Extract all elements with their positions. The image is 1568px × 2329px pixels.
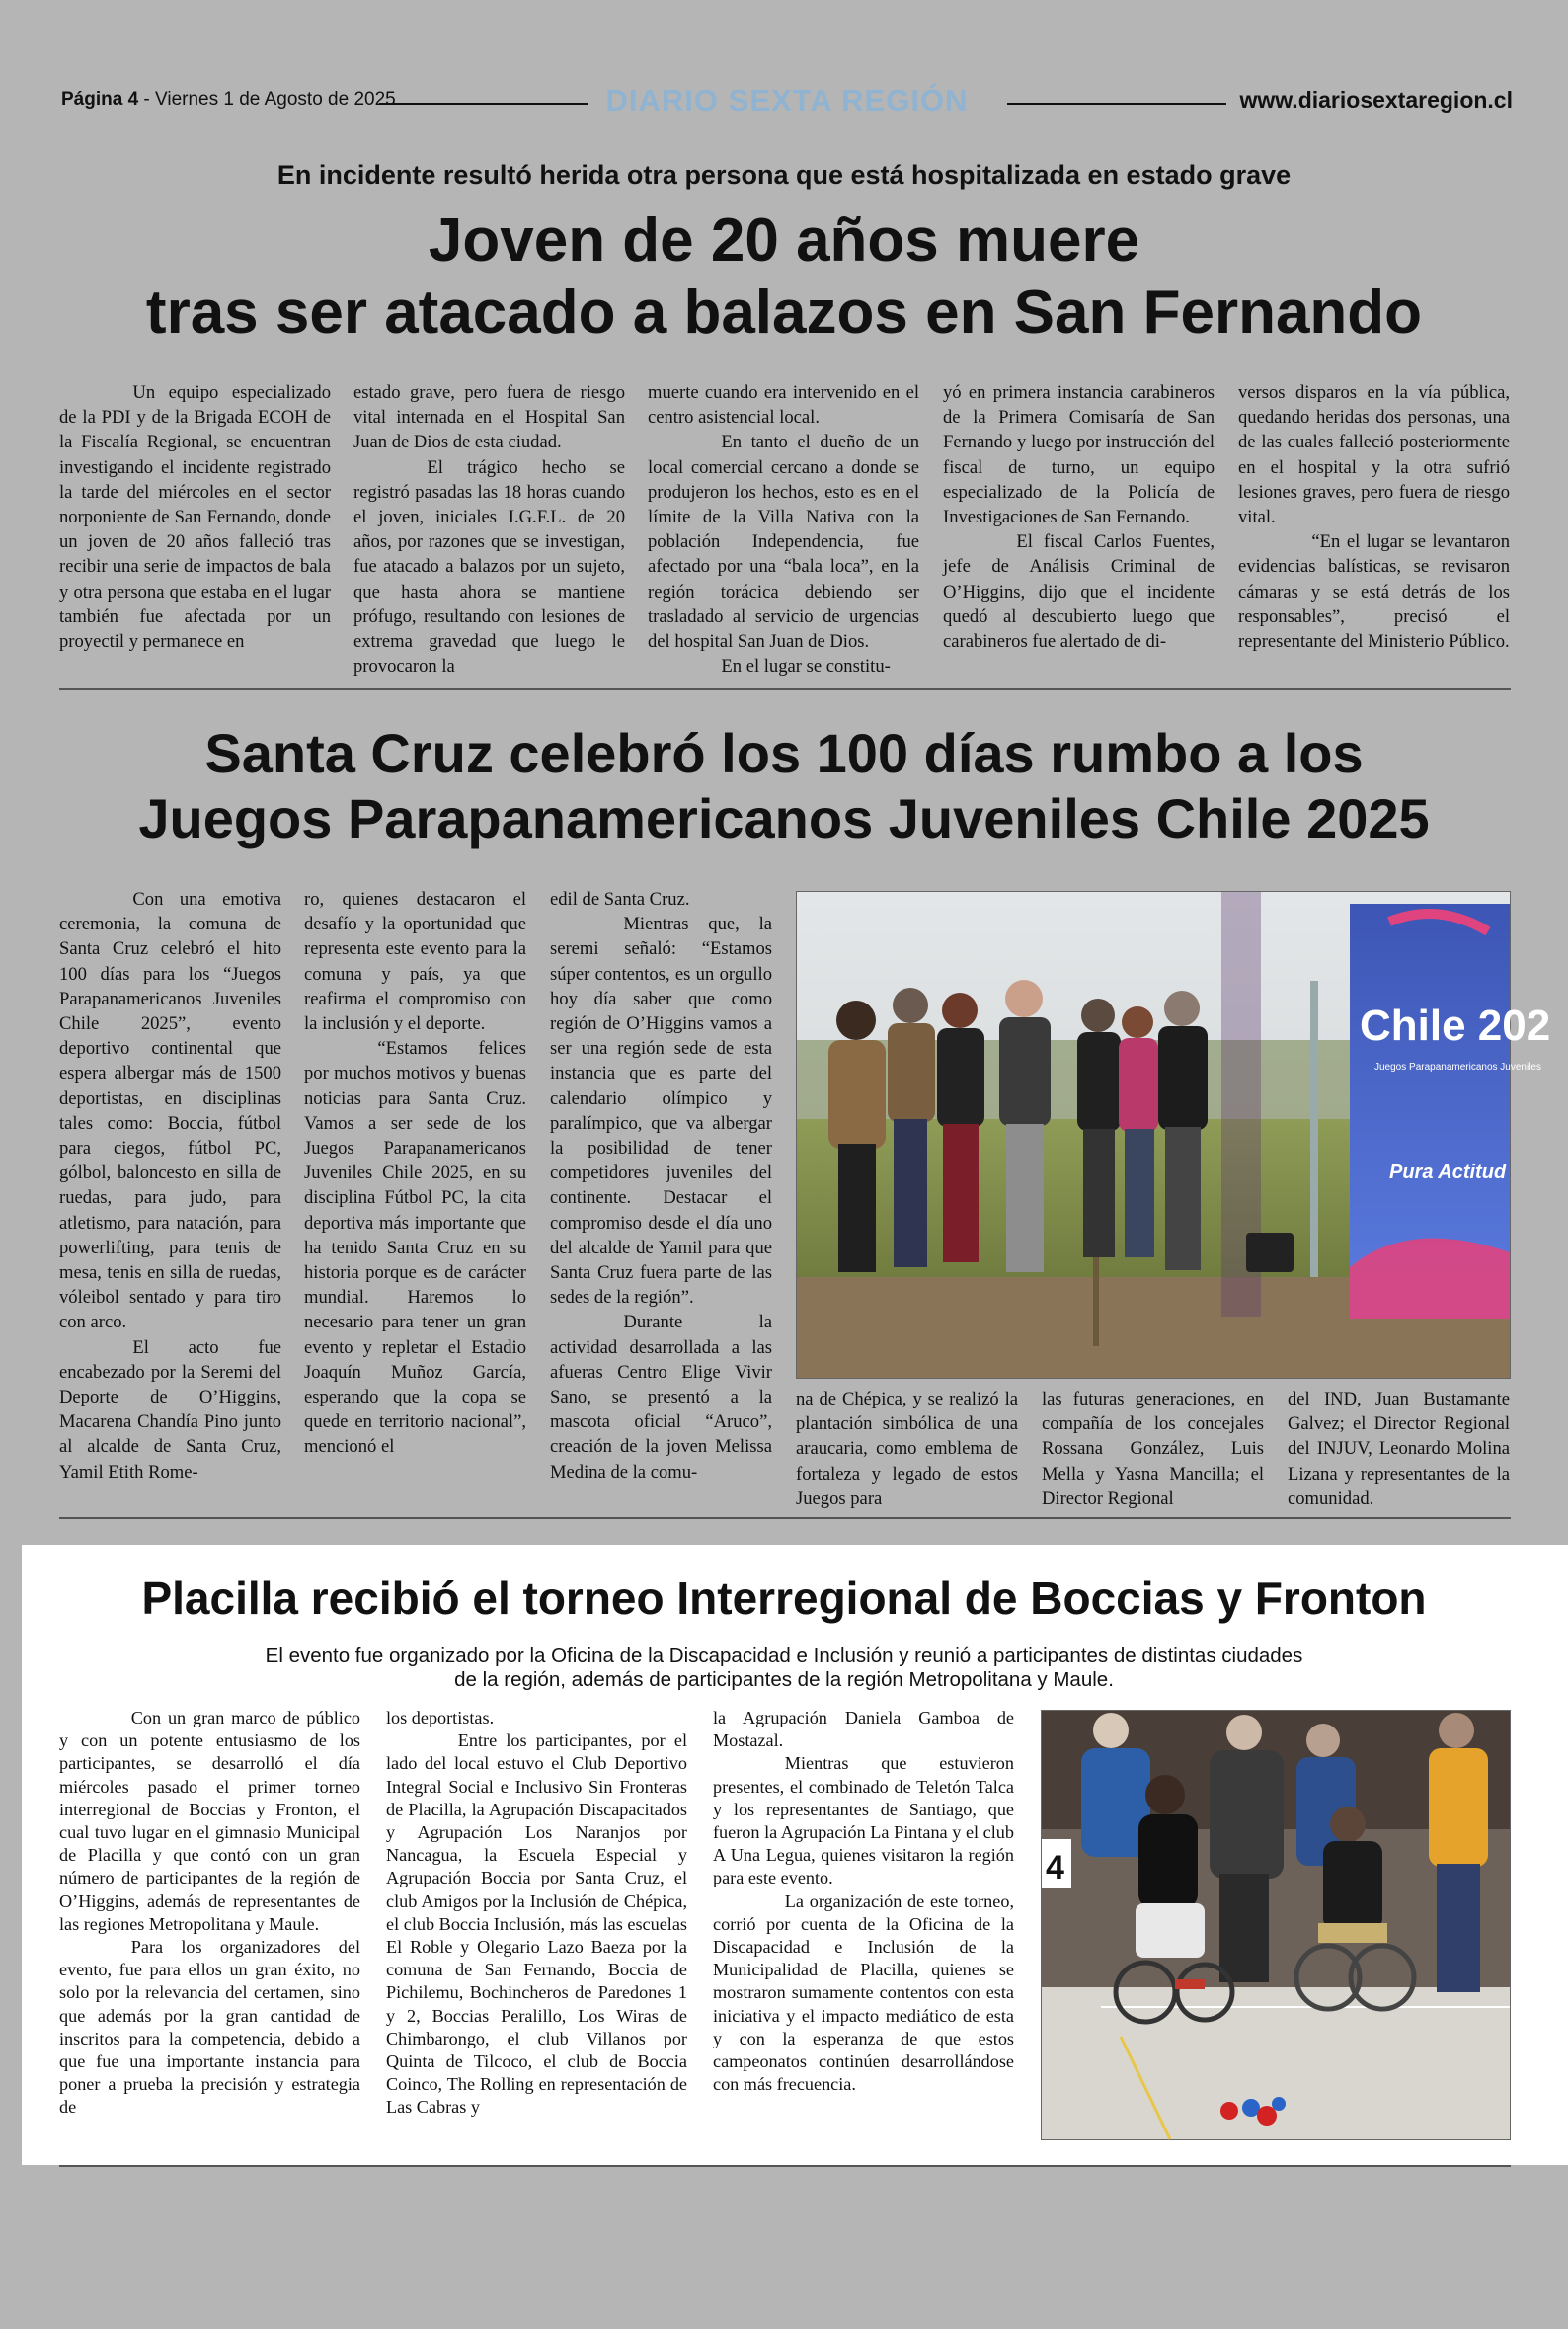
- article1-headline: [0, 205, 1568, 349]
- article2-column-5: [1042, 1387, 1264, 1511]
- paragraph: versos disparos en la vía pública, quedando heridas dos personas, una de las cuales falleció posteriormente en el hospital y la otra sufrió lesiones graves, pero fuera de riesgo vital.: [1238, 382, 1510, 528]
- paragraph: Con un gran marco de público y con un potente entusiasmo de los participantes, se desarrolló el día miércoles pasado el primer torneo interregional de Boccias y Fronton, el cual tuvo lugar en el gimnasio Municipal de Placilla y que contó con un gran número de participantes de la región de O’Higgins, además de representantes de las regiones Metropolitana y Maule.: [59, 1708, 360, 1934]
- paragraph: La organización de este torneo, corrió por cuenta de la Oficina de la Discapacidad e Inclusión de la Municipalidad de Placilla, quienes se mostraron sumamente contentos con esta iniciativa y el impacto mediático de esta y con la esperanza de que estos campeonatos continúen desarrollándose con más frecuencia.: [713, 1890, 1014, 2095]
- page-header: [61, 85, 1513, 120]
- page-number: Página 4: [61, 89, 139, 110]
- boccia-tournament-photo: [1041, 1710, 1511, 2140]
- article1-kicker: En incidente resultó herida otra persona que está hospitalizada en estado grave: [276, 160, 1292, 190]
- section-divider: [59, 2165, 1511, 2167]
- santa-cruz-ceremony-photo: [796, 891, 1551, 1379]
- section-divider: [59, 688, 1511, 690]
- paragraph: la Agrupación Daniela Gamboa de Mostazal.: [713, 1708, 1014, 1751]
- header-rule-left: [379, 103, 588, 105]
- article2-column-2: [304, 887, 526, 1460]
- paragraph: En tanto el dueño de un local comercial cercano a donde se produjeron los hechos, esto es en el límite de la Villa Nativa con la población Independencia, fue afectado por una “bala loca”, en la región torácica debiendo ser trasladado al servicio de urgencias del hospital San Juan de Dios.: [648, 432, 919, 653]
- paragraph: Durante la actividad desarrollada a las afueras Centro Elige Vivir Sano, se presentó a la mascota oficial “Aruco”, creación de la joven Melissa Medina de la comu-: [550, 1312, 772, 1483]
- article3-deck-line2: de la región, además de participantes de la región Metropolitana y Maule.: [454, 1668, 1114, 1691]
- paragraph: Entre los participantes, por el lado del local estuvo el Club Deportivo Integral Social e Inclusivo Sin Fronteras de Placilla, la Agrupación Discapacitados y Agrupación Los Naranjos por Nancagua, la Escuela Especial y Agrupación Boccia por Santa Cruz, el club Amigos por la Inclusión de Chépica, el club Boccia Inclusión, más las escuelas El Roble y Olegario Lazo Baeza por la comuna de San Fernando, Boccia de Pichilemu, Bochincheros de Paredones 1 y 2, Boccias Peralillo, Los Wiras de Chimbarongo, el club Villanos por Quinta de Tilcoco, el club de Boccia Coinco, The Rolling en representación de Las Cabras y: [386, 1730, 687, 2118]
- paragraph: Un equipo especializado de la PDI y de la Brigada ECOH de la Fiscalía Regional, se encuentran investigando el incidente registrado la tarde del miércoles en el sector norponiente de San Fernando, donde un joven de 20 años falleció tras recibir una serie de impactos de bala y otra persona que estaba en el lugar también fue afectada por un proyectil y permanece en: [59, 382, 331, 653]
- paragraph: edil de Santa Cruz.: [550, 889, 690, 910]
- paragraph: las futuras generaciones, en compañía de los concejales Rossana González, Luis Mella y Yasna Mancilla; el Director Regional: [1042, 1389, 1264, 1509]
- article1-headline-line2: tras ser atacado a balazos en San Fernando: [145, 278, 1423, 347]
- article2-column-4: [796, 1387, 1018, 1511]
- article2-column-3: [550, 887, 772, 1485]
- article1-column-1: [59, 380, 331, 654]
- article3-column-1: [59, 1707, 360, 2120]
- score-sign-text: 4: [1046, 1849, 1064, 1887]
- article2-headline-line1: Santa Cruz celebró los 100 días rumbo a los: [204, 722, 1364, 784]
- article3-deck: [0, 1645, 1568, 1692]
- paragraph: “En el lugar se levantaron evidencias balísticas, se revisaron cámaras y se está detrás de los responsables”, precisó el representante del Ministerio Público.: [1238, 531, 1510, 653]
- paragraph: El acto fue encabezado por la Seremi del Deporte de O’Higgins, Macarena Chandía Pino junto al alcalde de Santa Cruz, Yamil Etith Rome-: [59, 1336, 281, 1483]
- article3-deck-line1: El evento fue organizado por la Oficina de la Discapacidad e Inclusión y reunió a participantes de distintas ciudades: [265, 1645, 1303, 1667]
- paragraph: El trágico hecho se registró pasadas las 18 horas cuando el joven, iniciales I.G.F.L. de 20 años, por razones que se investigan, fue atacado a balazos por un sujeto, que hasta ahora se mantiene prófugo, resultando con lesiones de extrema gravedad que luego le provocaron la: [353, 456, 625, 678]
- masthead: DIARIO SEXTA REGIÓN: [605, 83, 969, 118]
- paragraph: los deportistas.: [386, 1708, 495, 1727]
- section-divider: [59, 1517, 1511, 1519]
- header-rule-right: [1007, 103, 1226, 105]
- paragraph: El fiscal Carlos Fuentes, jefe de Análisis Criminal de O’Higgins, dijo que el incidente quedó al descubierto luego que carabineros fue alertado de di-: [943, 531, 1215, 653]
- article2-headline: [0, 721, 1568, 850]
- article2-column-1: [59, 887, 281, 1485]
- banner-slogan-text: Pura Actitud: [1389, 1162, 1507, 1183]
- website-url: www.diariosextaregion.cl: [1239, 87, 1513, 113]
- issue-date: - Viernes 1 de Agosto de 2025: [138, 89, 396, 110]
- article1-column-2: [353, 380, 625, 679]
- paragraph: Mientras que, la seremi señaló: “Estamos súper contentos, es un orgullo hoy día saber que como región de O’Higgins vamos a ser una región sede de esta instancia que es parte del calendario olímpico y paralímpico, que va albergar la posibilidad de tener competidores juveniles del continente. Destacar el compromiso desde el día uno del alcalde de Yamil para que Santa Cruz fuera parte de las sedes de la región”.: [550, 914, 772, 1309]
- article1-column-3: [648, 380, 919, 679]
- article3-column-3: [713, 1707, 1014, 2096]
- banner-subtitle-text: Juegos Parapanamericanos Juveniles: [1374, 1062, 1541, 1073]
- paragraph: Mientras que estuvieron presentes, el combinado de Teletón Talca y los representantes de Santiago, que fueron la Agrupación La Pintana y el club A Una Legua, quienes visitaron la región para este evento.: [713, 1753, 1014, 1888]
- article3-column-2: [386, 1707, 687, 2120]
- paragraph: estado grave, pero fuera de riesgo vital internada en el Hospital San Juan de Dios de esta ciudad.: [353, 382, 625, 453]
- paragraph: ro, quienes destacaron el desafío y la oportunidad que representa este evento para la comuna y país, ya que reafirma el compromiso con la inclusión y el deporte.: [304, 889, 526, 1035]
- page-date-line: [61, 89, 396, 111]
- banner-brand-text: Chile 202: [1360, 1002, 1551, 1050]
- paragraph: Para los organizadores del evento, fue para ellos un gran éxito, no solo por la relevancia del certamen, sino que además por la gran cantidad de inscritos para la competencia, debido a que fue una importante instancia para poner a prueba la precisión y estrategia de: [59, 1937, 360, 2118]
- paragraph: del IND, Juan Bustamante Galvez; el Director Regional del INJUV, Leonardo Molina Lizana y representantes de la comunidad.: [1288, 1389, 1510, 1509]
- article1-column-4: [943, 380, 1215, 654]
- article2-headline-line2: Juegos Parapanamericanos Juveniles Chile 2025: [138, 786, 1430, 849]
- article1-column-5: [1238, 380, 1510, 654]
- paragraph: na de Chépica, y se realizó la plantación simbólica de una araucaria, como emblema de fortaleza y legado de estos Juegos para: [796, 1389, 1018, 1509]
- paragraph: En el lugar se constitu-: [721, 656, 891, 678]
- boccia-photo-illustration: [1042, 1711, 1510, 2139]
- article3-headline: Placilla recibió el torneo Interregional de Boccias y Fronton: [141, 1572, 1427, 1624]
- paragraph: muerte cuando era intervenido en el centro asistencial local.: [648, 382, 919, 429]
- article1-headline-line1: Joven de 20 años muere: [428, 206, 1140, 275]
- paragraph: Con una emotiva ceremonia, la comuna de Santa Cruz celebró el hito 100 días para los “Juegos Parapanamericanos Juveniles Chile 2025”, evento deportivo continental que espera albergar más de 1500 deportistas, en disciplinas tales como: Boccia, fútbol para ciegos, fútbol PC, gólbol, baloncesto en silla de ruedas, para judo, para atletismo, para natación, para powerlifting, para tenis de mesa, tenis en silla de ruedas, vóleibol sentado y para tiro con arco.: [59, 889, 281, 1333]
- paragraph: yó en primera instancia carabineros de la Primera Comisaría de San Fernando y luego por instrucción del fiscal de turno, un equipo especializado de la Policía de Investigaciones de San Fernando.: [943, 382, 1215, 528]
- article2-column-6: [1288, 1387, 1510, 1511]
- ceremony-photo-illustration: [797, 892, 1551, 1378]
- paragraph: “Estamos felices por muchos motivos y buenas noticias para Santa Cruz. Vamos a ser sede de los Juegos Parapanamericanos Juveniles Chile 2025, en su disciplina Fútbol PC, la cita deportiva más importante que ha tenido Santa Cruz en su historia porque es de carácter mundial. Haremos lo necesario para tener un gran evento y repletar el Estadio Joaquín Muñoz García, esperando que la copa se quede en territorio nacional”, mencionó el: [304, 1038, 526, 1458]
